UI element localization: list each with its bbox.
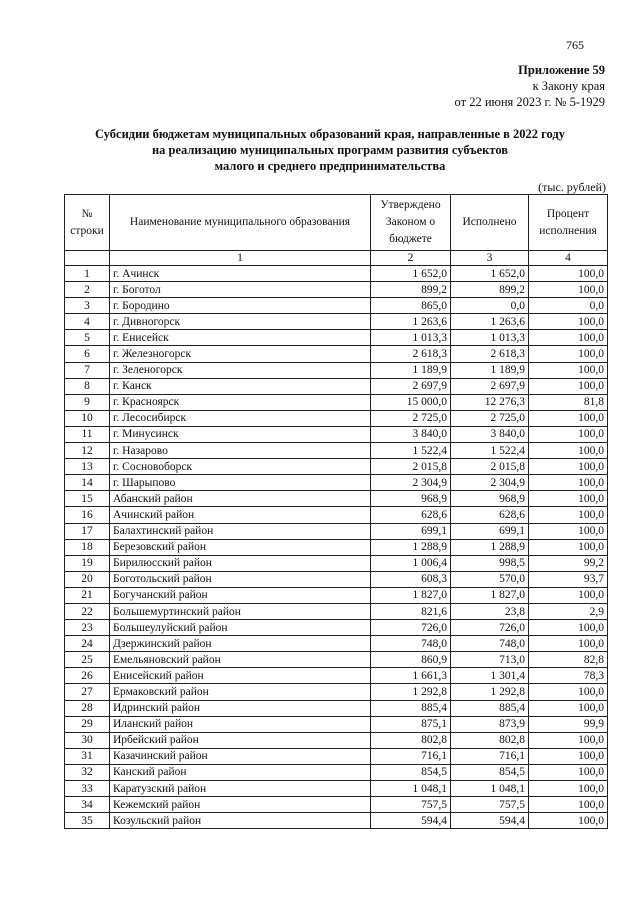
municipality-name-cell: Иланский район (110, 716, 371, 732)
approved-amount-cell: 854,5 (371, 764, 451, 780)
percent-cell: 100,0 (529, 426, 608, 442)
row-number-cell: 34 (65, 797, 110, 813)
municipality-name-cell: г. Назарово (110, 443, 371, 459)
title-line-1: Субсидии бюджетам муниципальных образований края, направленные в 2022 году (94, 127, 566, 141)
percent-cell: 100,0 (529, 507, 608, 523)
executed-amount-cell: 2 304,9 (451, 475, 529, 491)
approved-amount-cell: 699,1 (371, 523, 451, 539)
table-row (65, 523, 608, 539)
row-number-cell: 9 (65, 394, 110, 410)
municipality-name-cell: Ирбейский район (110, 732, 371, 748)
page-number: 765 (566, 38, 584, 52)
executed-amount-cell: 1 652,0 (451, 266, 529, 282)
column-number: 2 (371, 251, 451, 266)
percent-cell: 100,0 (529, 587, 608, 603)
municipality-name-cell: г. Шарыпово (110, 475, 371, 491)
units-label: (тыс. рублей) (538, 180, 606, 194)
executed-amount-cell: 1 301,4 (451, 668, 529, 684)
approved-amount-cell: 2 618,3 (371, 346, 451, 362)
approved-amount-cell: 821,6 (371, 603, 451, 619)
row-number-cell: 17 (65, 523, 110, 539)
row-number-cell: 10 (65, 410, 110, 426)
approved-amount-cell: 2 725,0 (371, 410, 451, 426)
row-number-cell: 14 (65, 475, 110, 491)
municipality-name-cell: Енисейский район (110, 668, 371, 684)
row-number-cell: 23 (65, 620, 110, 636)
column-number: 1 (110, 251, 371, 266)
table-body (65, 266, 608, 829)
approved-amount-cell: 748,0 (371, 636, 451, 652)
percent-cell: 2,9 (529, 603, 608, 619)
row-number-cell: 19 (65, 555, 110, 571)
municipality-name-cell: г. Сосновоборск (110, 459, 371, 475)
header-percent: Процент исполнения (529, 195, 608, 251)
row-number-cell: 27 (65, 684, 110, 700)
percent-cell: 0,0 (529, 298, 608, 314)
table-row (65, 362, 608, 378)
municipality-name-cell: г. Зеленогорск (110, 362, 371, 378)
executed-amount-cell: 1 522,4 (451, 443, 529, 459)
approved-amount-cell: 1 189,9 (371, 362, 451, 378)
municipality-name-cell: г. Ачинск (110, 266, 371, 282)
row-number-cell: 4 (65, 314, 110, 330)
municipality-name-cell: Бирилюсский район (110, 555, 371, 571)
row-number-cell: 3 (65, 298, 110, 314)
header-municipality: Наименование муниципального образования (110, 195, 371, 251)
approved-amount-cell: 1 288,9 (371, 539, 451, 555)
table-row (65, 426, 608, 442)
percent-cell: 100,0 (529, 523, 608, 539)
executed-amount-cell: 12 276,3 (451, 394, 529, 410)
percent-cell: 100,0 (529, 636, 608, 652)
executed-amount-cell: 713,0 (451, 652, 529, 668)
municipality-name-cell: г. Енисейск (110, 330, 371, 346)
table-row (65, 571, 608, 587)
municipality-name-cell: Балахтинский район (110, 523, 371, 539)
approved-amount-cell: 1 652,0 (371, 266, 451, 282)
approved-amount-cell: 3 840,0 (371, 426, 451, 442)
table-row (65, 555, 608, 571)
municipality-name-cell: Березовский район (110, 539, 371, 555)
header-executed: Исполнено (451, 195, 529, 251)
municipality-name-cell: г. Лесосибирск (110, 410, 371, 426)
executed-amount-cell: 2 725,0 (451, 410, 529, 426)
municipality-name-cell: Емельяновский район (110, 652, 371, 668)
table-row (65, 748, 608, 764)
row-number-cell: 2 (65, 282, 110, 298)
appendix-law-date: от 22 июня 2023 г. № 5-1929 (454, 95, 605, 109)
executed-amount-cell: 968,9 (451, 491, 529, 507)
approved-amount-cell: 726,0 (371, 620, 451, 636)
approved-amount-cell: 594,4 (371, 813, 451, 829)
executed-amount-cell: 757,5 (451, 797, 529, 813)
executed-amount-cell: 23,8 (451, 603, 529, 619)
row-number-cell: 5 (65, 330, 110, 346)
header-row-number: № строки (65, 195, 110, 251)
table-row (65, 781, 608, 797)
municipality-name-cell: Богучанский район (110, 587, 371, 603)
municipality-name-cell: Абанский район (110, 491, 371, 507)
percent-cell: 100,0 (529, 620, 608, 636)
approved-amount-cell: 1 661,3 (371, 668, 451, 684)
executed-amount-cell: 699,1 (451, 523, 529, 539)
row-number-cell: 35 (65, 813, 110, 829)
percent-cell: 100,0 (529, 266, 608, 282)
percent-cell: 100,0 (529, 314, 608, 330)
approved-amount-cell: 757,5 (371, 797, 451, 813)
row-number-cell: 13 (65, 459, 110, 475)
executed-amount-cell: 854,5 (451, 764, 529, 780)
executed-amount-cell: 3 840,0 (451, 426, 529, 442)
row-number-cell: 20 (65, 571, 110, 587)
appendix-law-ref: к Закону края (532, 79, 605, 93)
approved-amount-cell: 2 015,8 (371, 459, 451, 475)
municipality-name-cell: Большемуртинский район (110, 603, 371, 619)
row-number-cell: 31 (65, 748, 110, 764)
subsidies-table (64, 194, 608, 829)
row-number-cell: 24 (65, 636, 110, 652)
municipality-name-cell: г. Канск (110, 378, 371, 394)
percent-cell: 100,0 (529, 813, 608, 829)
percent-cell: 100,0 (529, 330, 608, 346)
percent-cell: 100,0 (529, 797, 608, 813)
column-number (65, 251, 110, 266)
executed-amount-cell: 726,0 (451, 620, 529, 636)
municipality-name-cell: Ермаковский район (110, 684, 371, 700)
municipality-name-cell: Боготольский район (110, 571, 371, 587)
row-number-cell: 21 (65, 587, 110, 603)
percent-cell: 100,0 (529, 539, 608, 555)
approved-amount-cell: 1 013,3 (371, 330, 451, 346)
municipality-name-cell: г. Минусинск (110, 426, 371, 442)
row-number-cell: 6 (65, 346, 110, 362)
document-title (60, 126, 600, 174)
approved-amount-cell: 865,0 (371, 298, 451, 314)
percent-cell: 100,0 (529, 378, 608, 394)
executed-amount-cell: 1 263,6 (451, 314, 529, 330)
executed-amount-cell: 899,2 (451, 282, 529, 298)
municipality-name-cell: Дзержинский район (110, 636, 371, 652)
executed-amount-cell: 594,4 (451, 813, 529, 829)
percent-cell: 100,0 (529, 748, 608, 764)
table-row (65, 459, 608, 475)
table-row (65, 491, 608, 507)
row-number-cell: 8 (65, 378, 110, 394)
table-header-row (65, 195, 608, 251)
approved-amount-cell: 899,2 (371, 282, 451, 298)
table-row (65, 346, 608, 362)
executed-amount-cell: 716,1 (451, 748, 529, 764)
executed-amount-cell: 1 827,0 (451, 587, 529, 603)
municipality-name-cell: г. Боготол (110, 282, 371, 298)
row-number-cell: 22 (65, 603, 110, 619)
row-number-cell: 16 (65, 507, 110, 523)
executed-amount-cell: 1 292,8 (451, 684, 529, 700)
row-number-cell: 1 (65, 266, 110, 282)
table-row (65, 700, 608, 716)
percent-cell: 100,0 (529, 764, 608, 780)
executed-amount-cell: 1 189,9 (451, 362, 529, 378)
percent-cell: 100,0 (529, 700, 608, 716)
row-number-cell: 7 (65, 362, 110, 378)
municipality-name-cell: Канский район (110, 764, 371, 780)
percent-cell: 82,8 (529, 652, 608, 668)
municipality-name-cell: г. Бородино (110, 298, 371, 314)
approved-amount-cell: 802,8 (371, 732, 451, 748)
approved-amount-cell: 1 048,1 (371, 781, 451, 797)
municipality-name-cell: Большеулуйский район (110, 620, 371, 636)
table-row (65, 443, 608, 459)
row-number-cell: 32 (65, 764, 110, 780)
row-number-cell: 18 (65, 539, 110, 555)
row-number-cell: 30 (65, 732, 110, 748)
municipality-name-cell: г. Дивногорск (110, 314, 371, 330)
column-number: 4 (529, 251, 608, 266)
percent-cell: 100,0 (529, 475, 608, 491)
header-approved: Утверждено Законом о бюджете (371, 195, 451, 251)
executed-amount-cell: 1 288,9 (451, 539, 529, 555)
percent-cell: 100,0 (529, 410, 608, 426)
table-row (65, 266, 608, 282)
municipality-name-cell: г. Красноярск (110, 394, 371, 410)
appendix-title: Приложение 59 (518, 63, 605, 77)
executed-amount-cell: 873,9 (451, 716, 529, 732)
appendix-block (455, 62, 605, 110)
column-number: 3 (451, 251, 529, 266)
approved-amount-cell: 860,9 (371, 652, 451, 668)
approved-amount-cell: 2 304,9 (371, 475, 451, 491)
title-line-2: на реализацию муниципальных программ развития субъектов (151, 143, 509, 157)
table-row (65, 716, 608, 732)
percent-cell: 99,2 (529, 555, 608, 571)
title-line-3: малого и среднего предпринимательства (214, 159, 446, 173)
table-row (65, 813, 608, 829)
row-number-cell: 11 (65, 426, 110, 442)
executed-amount-cell: 570,0 (451, 571, 529, 587)
table-row (65, 732, 608, 748)
table-row (65, 539, 608, 555)
executed-amount-cell: 802,8 (451, 732, 529, 748)
percent-cell: 100,0 (529, 491, 608, 507)
percent-cell: 100,0 (529, 732, 608, 748)
percent-cell: 100,0 (529, 684, 608, 700)
approved-amount-cell: 1 006,4 (371, 555, 451, 571)
percent-cell: 81,8 (529, 394, 608, 410)
approved-amount-cell: 885,4 (371, 700, 451, 716)
table-row (65, 620, 608, 636)
approved-amount-cell: 1 263,6 (371, 314, 451, 330)
table-row (65, 764, 608, 780)
percent-cell: 78,3 (529, 668, 608, 684)
municipality-name-cell: Кежемский район (110, 797, 371, 813)
table-row (65, 410, 608, 426)
table-row (65, 298, 608, 314)
table-row (65, 636, 608, 652)
approved-amount-cell: 1 827,0 (371, 587, 451, 603)
executed-amount-cell: 2 697,9 (451, 378, 529, 394)
executed-amount-cell: 1 048,1 (451, 781, 529, 797)
row-number-cell: 12 (65, 443, 110, 459)
executed-amount-cell: 748,0 (451, 636, 529, 652)
row-number-cell: 28 (65, 700, 110, 716)
approved-amount-cell: 968,9 (371, 491, 451, 507)
table-row (65, 282, 608, 298)
row-number-cell: 15 (65, 491, 110, 507)
percent-cell: 99,9 (529, 716, 608, 732)
approved-amount-cell: 2 697,9 (371, 378, 451, 394)
municipality-name-cell: Каратузский район (110, 781, 371, 797)
table-row (65, 475, 608, 491)
percent-cell: 100,0 (529, 282, 608, 298)
table-row (65, 652, 608, 668)
percent-cell: 100,0 (529, 781, 608, 797)
approved-amount-cell: 15 000,0 (371, 394, 451, 410)
approved-amount-cell: 716,1 (371, 748, 451, 764)
municipality-name-cell: Идринский район (110, 700, 371, 716)
municipality-name-cell: Ачинский район (110, 507, 371, 523)
executed-amount-cell: 2 015,8 (451, 459, 529, 475)
municipality-name-cell: Казачинский район (110, 748, 371, 764)
executed-amount-cell: 0,0 (451, 298, 529, 314)
table-row (65, 587, 608, 603)
row-number-cell: 29 (65, 716, 110, 732)
approved-amount-cell: 628,6 (371, 507, 451, 523)
approved-amount-cell: 1 522,4 (371, 443, 451, 459)
percent-cell: 100,0 (529, 459, 608, 475)
table-row (65, 603, 608, 619)
table-row (65, 314, 608, 330)
column-number-row (65, 251, 608, 266)
executed-amount-cell: 2 618,3 (451, 346, 529, 362)
table-row (65, 507, 608, 523)
municipality-name-cell: г. Железногорск (110, 346, 371, 362)
approved-amount-cell: 875,1 (371, 716, 451, 732)
table-row (65, 668, 608, 684)
table-row (65, 684, 608, 700)
percent-cell: 100,0 (529, 346, 608, 362)
executed-amount-cell: 998,5 (451, 555, 529, 571)
percent-cell: 100,0 (529, 362, 608, 378)
row-number-cell: 26 (65, 668, 110, 684)
executed-amount-cell: 628,6 (451, 507, 529, 523)
approved-amount-cell: 608,3 (371, 571, 451, 587)
approved-amount-cell: 1 292,8 (371, 684, 451, 700)
percent-cell: 100,0 (529, 443, 608, 459)
municipality-name-cell: Козульский район (110, 813, 371, 829)
executed-amount-cell: 1 013,3 (451, 330, 529, 346)
percent-cell: 93,7 (529, 571, 608, 587)
table-row (65, 797, 608, 813)
table-row (65, 330, 608, 346)
row-number-cell: 33 (65, 781, 110, 797)
row-number-cell: 25 (65, 652, 110, 668)
executed-amount-cell: 885,4 (451, 700, 529, 716)
table-row (65, 378, 608, 394)
table-row (65, 394, 608, 410)
